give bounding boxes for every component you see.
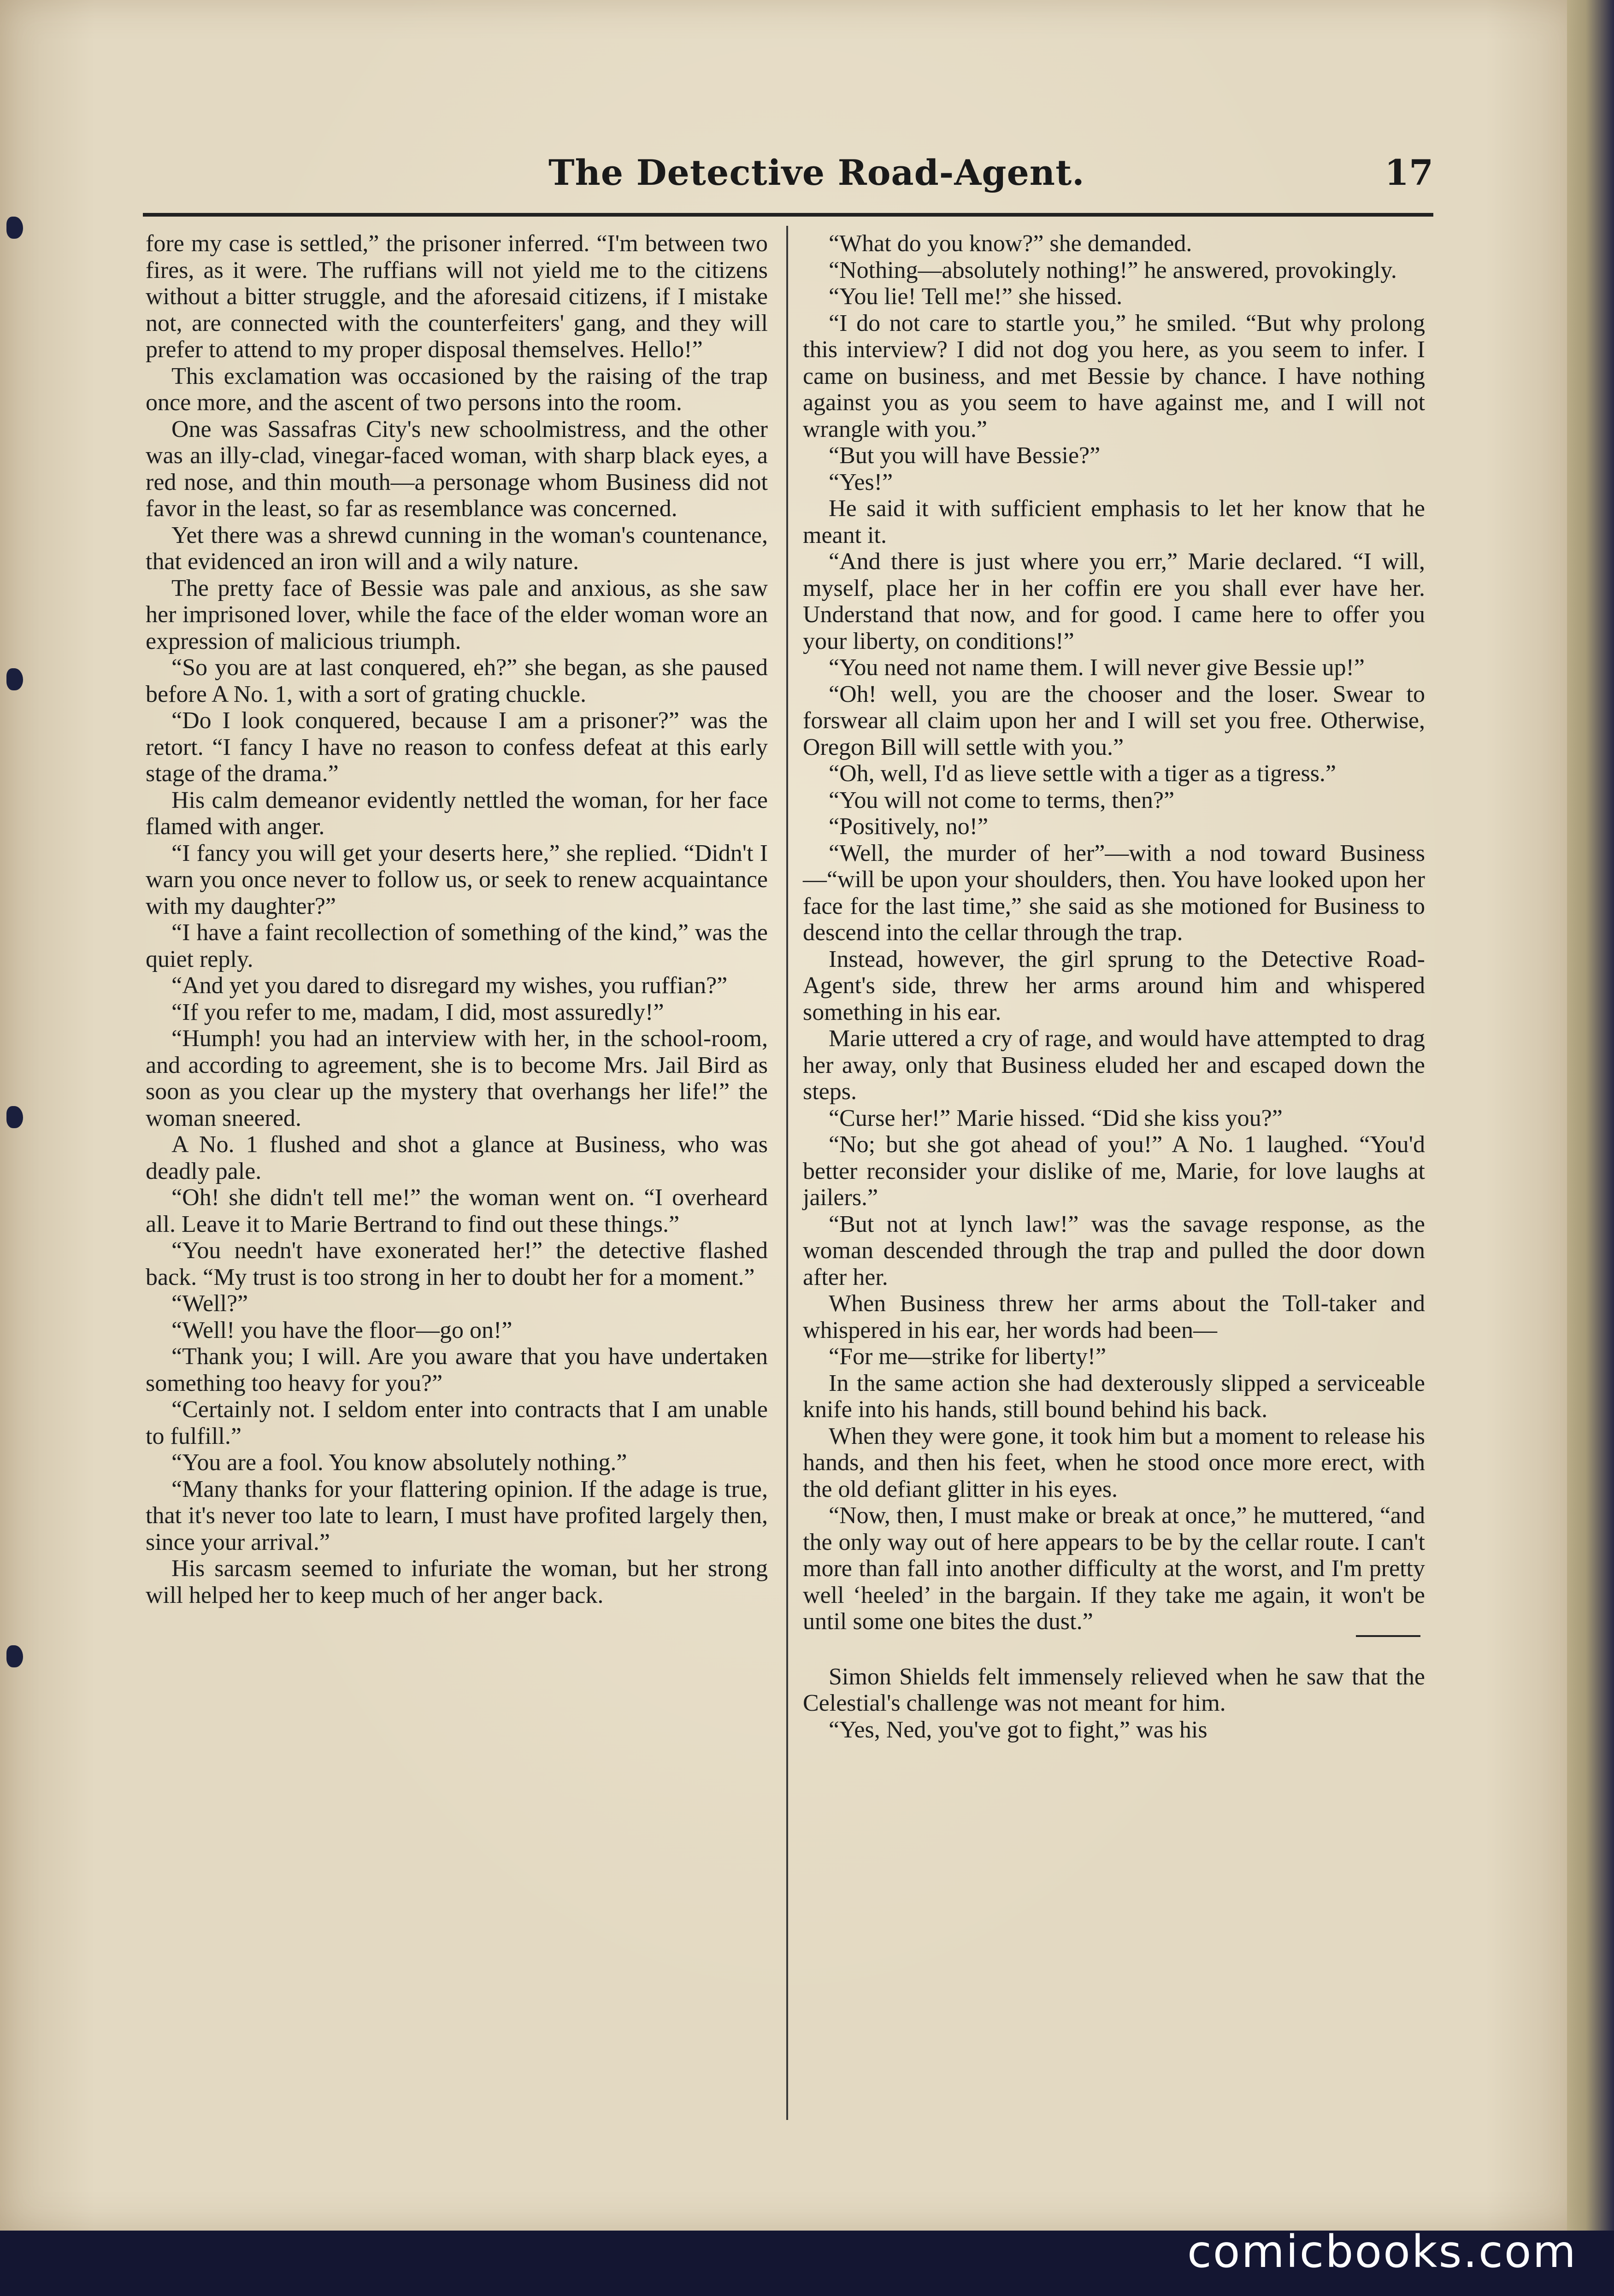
paragraph: “Yes, Ned, you've got to fight,” was his bbox=[829, 1716, 1208, 1743]
paragraph: When Business threw her arms about the Toll-taker and whispered in his ear, her words had been— bbox=[803, 1290, 1425, 1343]
paragraph: “Yes!” bbox=[829, 469, 893, 495]
paragraph: “Do I look conquered, because I am a prisoner?” was the retort. “I fancy I have no reason to confess defeat at this early stage of the drama.” bbox=[146, 707, 768, 787]
column-divider bbox=[786, 226, 788, 2120]
paragraph: “And yet you dared to disregard my wishes, you ruffian?” bbox=[171, 972, 728, 999]
paragraph: “Humph! you had an interview with her, in the school-room, and according to agreement, she is to become Mrs. Jail Bird as soon as you clear up the mystery that overhangs her life!” the woman sneered. bbox=[146, 1025, 768, 1131]
paragraph: “Oh! well, you are the chooser and the loser. Swear to forswear all claim upon her and I will set you free. Otherwise, Oregon Bill will settle with you.” bbox=[803, 681, 1425, 760]
section-break-rule bbox=[1356, 1635, 1420, 1637]
paragraph: “I have a faint recollection of something of the kind,” was the quiet reply. bbox=[146, 919, 768, 972]
running-header bbox=[143, 152, 1433, 217]
site-watermark: comicbooks.com bbox=[1187, 2226, 1577, 2278]
paragraph: “No; but she got ahead of you!” A No. 1 laughed. “You'd better reconsider your dislike of me, Marie, for love laughs at jailers.” bbox=[803, 1131, 1425, 1211]
paragraph: His calm demeanor evidently nettled the woman, for her face flamed with anger. bbox=[146, 787, 768, 840]
binding-hole bbox=[6, 668, 23, 690]
paragraph: “Thank you; I will. Are you aware that you have undertaken something too heavy for you?” bbox=[146, 1343, 768, 1396]
paragraph: “Well?” bbox=[171, 1290, 248, 1317]
right-column bbox=[803, 230, 1425, 1743]
paragraph: “Oh, well, I'd as lieve settle with a tiger as a tigress.” bbox=[829, 760, 1337, 787]
page-edge bbox=[1567, 0, 1614, 2296]
paragraph: “And there is just where you err,” Marie declared. “I will, myself, place her in her coffin ere you shall ever have her. Understand that now, and for good. I came here to offer you your liberty, on conditions!” bbox=[803, 548, 1425, 654]
paragraph: “I fancy you will get your deserts here,” she replied. “Didn't I warn you once never to follow us, or seek to renew acquaintance with my daughter?” bbox=[146, 840, 768, 919]
paragraph: He said it with sufficient emphasis to let her know that he meant it. bbox=[803, 495, 1425, 548]
paragraph: “Curse her!” Marie hissed. “Did she kiss you?” bbox=[829, 1105, 1283, 1131]
paragraph: His sarcasm seemed to infuriate the woman, but her strong will helped her to keep much of her anger back. bbox=[146, 1555, 768, 1608]
paragraph: “If you refer to me, madam, I did, most assuredly!” bbox=[171, 999, 664, 1025]
paragraph: “Many thanks for your flattering opinion. If the adage is true, that it's never too late to learn, I must have profited largely then, since your arrival.” bbox=[146, 1476, 768, 1555]
paragraph: “So you are at last conquered, eh?” she began, as she paused before A No. 1, with a sort of grating chuckle. bbox=[146, 654, 768, 707]
paragraph: “What do you know?” she demanded. bbox=[829, 230, 1192, 257]
paragraph: In the same action she had dexterously slipped a serviceable knife into his hands, still bound behind his back. bbox=[803, 1370, 1425, 1423]
paragraph: “You lie! Tell me!” she hissed. bbox=[829, 283, 1123, 310]
paragraph: “But you will have Bessie?” bbox=[829, 442, 1101, 469]
paragraph: “Well, the murder of her”—with a nod toward Business—“will be upon your shoulders, then. You have looked upon her face for the last time,” she said as she motioned for Business to descend into the cellar through the trap. bbox=[803, 840, 1425, 946]
paragraph: When they were gone, it took him but a moment to release his hands, and then his feet, when he stood once more erect, with the old defiant glitter in his eyes. bbox=[803, 1423, 1425, 1502]
paragraph: Yet there was a shrewd cunning in the woman's countenance, that evidenced an iron will and a wily nature. bbox=[146, 522, 768, 575]
header-rule bbox=[143, 213, 1433, 217]
paragraph: “But not at lynch law!” was the savage response, as the woman descended through the trap and pulled the door down after her. bbox=[803, 1211, 1425, 1290]
paragraph: “You are a fool. You know absolutely nothing.” bbox=[171, 1449, 627, 1476]
paragraph: “You need not name them. I will never give Bessie up!” bbox=[829, 654, 1365, 681]
paragraph: fore my case is settled,” the prisoner inferred. “I'm between two fires, as it were. The ruffians will not yield me to the citizens without a bitter struggle, and the aforesaid citizens, if I mistake not, are connected with the counterfeiters' gang, and they will prefer to attend to my proper disposal themselves. Hello!” bbox=[146, 230, 768, 363]
paragraph: “Nothing—absolutely nothing!” he answered, provokingly. bbox=[829, 257, 1397, 283]
left-column bbox=[146, 230, 768, 1608]
binding-hole bbox=[6, 217, 23, 239]
paragraph: “Well! you have the floor—go on!” bbox=[171, 1317, 512, 1343]
page-number: 17 bbox=[1384, 152, 1433, 193]
paragraph: “I do not care to startle you,” he smiled. “But why prolong this interview? I did not dog you here, as you seem to infer. I came on business, and met Bessie by chance. I have nothing against you as you seem to have against me, and I will not wrangle with you.” bbox=[803, 310, 1425, 442]
paragraph: Simon Shields felt immensely relieved when he saw that the Celestial's challenge was not meant for him. bbox=[803, 1663, 1425, 1716]
paragraph: Instead, however, the girl sprung to the Detective Road-Agent's side, threw her arms around him and whispered something in his ear. bbox=[803, 946, 1425, 1025]
binding-hole bbox=[6, 1645, 23, 1667]
paragraph: Marie uttered a cry of rage, and would have attempted to drag her away, only that Business eluded her and escaped down the steps. bbox=[803, 1025, 1425, 1105]
paragraph: The pretty face of Bessie was pale and anxious, as she saw her imprisoned lover, while the face of the elder woman wore an expression of malicious triumph. bbox=[146, 575, 768, 654]
binding-hole bbox=[6, 1106, 23, 1128]
paragraph: “Now, then, I must make or break at once,” he muttered, “and the only way out of here appears to be by the cellar route. I can't more than fall into another difficulty at the worst, and I'm pretty well ‘heeled’ in the bargain. If they take me again, it won't be until some one bites the dust.” bbox=[803, 1502, 1425, 1635]
paragraph: “Oh! she didn't tell me!” the woman went on. “I overheard all. Leave it to Marie Bertrand to find out these things.” bbox=[146, 1184, 768, 1237]
paragraph: One was Sassafras City's new schoolmistress, and the other was an illy-clad, vinegar-faced woman, with sharp black eyes, a red nose, and thin mouth—a personage whom Business did not favor in the least, so far as resemblance was concerned. bbox=[146, 416, 768, 522]
paragraph: “Positively, no!” bbox=[829, 813, 989, 840]
paragraph: “You needn't have exonerated her!” the detective flashed back. “My trust is too strong in her to doubt her for a moment.” bbox=[146, 1237, 768, 1290]
paragraph: “You will not come to terms, then?” bbox=[829, 787, 1175, 813]
paragraph: This exclamation was occasioned by the raising of the trap once more, and the ascent of two persons into the room. bbox=[146, 363, 768, 416]
running-title: The Detective Road-Agent. bbox=[548, 152, 1085, 193]
paragraph: A No. 1 flushed and shot a glance at Business, who was deadly pale. bbox=[146, 1131, 768, 1184]
paragraph: “Certainly not. I seldom enter into contracts that I am unable to fulfill.” bbox=[146, 1396, 768, 1449]
paragraph: “For me—strike for liberty!” bbox=[829, 1343, 1107, 1370]
